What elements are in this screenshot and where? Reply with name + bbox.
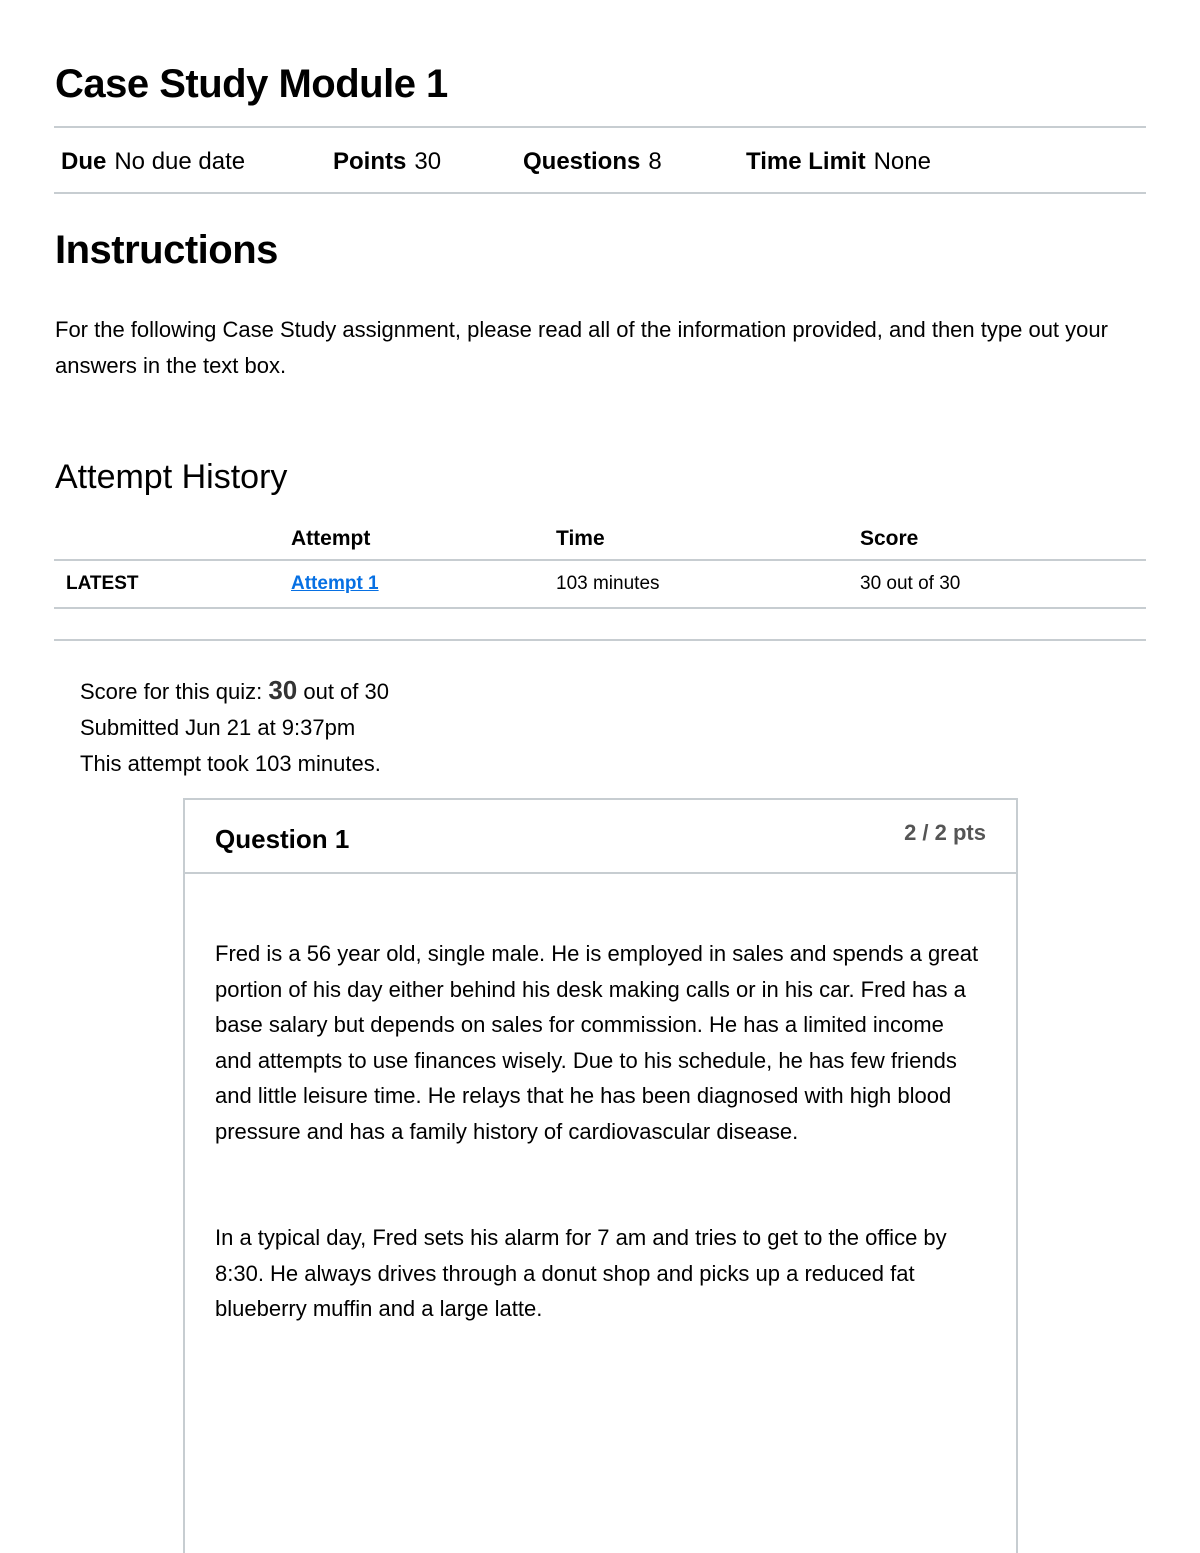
- section-divider: [54, 639, 1146, 641]
- time-limit-meta: [746, 148, 931, 176]
- points-value: 30: [414, 148, 442, 175]
- questions-label: Questions: [523, 148, 641, 175]
- quiz-score-line: [80, 672, 389, 710]
- question-card: [183, 798, 1018, 1553]
- instructions-heading: Instructions: [55, 228, 278, 272]
- question-header: [185, 800, 1016, 874]
- points-meta: [333, 148, 441, 176]
- header-blank: [54, 518, 291, 560]
- attempt-history-heading: Attempt History: [55, 458, 288, 496]
- table-row: [54, 560, 1146, 608]
- instructions-text: For the following Case Study assignment, please read all of the information provided, and then type out your answers in the text box.: [55, 317, 1108, 378]
- attempt-1-link[interactable]: Attempt 1: [291, 573, 379, 594]
- score-value: 30: [268, 675, 298, 705]
- header-attempt: Attempt: [291, 518, 556, 560]
- questions-value: 8: [648, 148, 662, 175]
- attempt-score: 30 out of 30: [860, 560, 1146, 608]
- question-paragraph: In a typical day, Fred sets his alarm for 7 am and tries to get to the office by 8:30. He always drives through a donut shop and picks up a reduced fat blueberry muffin and a large latte.: [215, 1225, 947, 1321]
- attempt-duration: This attempt took 103 minutes.: [80, 751, 381, 776]
- table-header-row: [54, 518, 1146, 560]
- question-paragraph: Fred is a 56 year old, single male. He is employed in sales and spends a great portion of his day either behind his desk making calls or in his car. Fred has a base salary but depends on sales for commission. He has a limited income and attempts to use finances wisely. Due to his schedule, he has few friends and little leisure time. He relays that he has been diagnosed with high blood pressure and has a family history of cardiovascular disease.: [215, 941, 979, 1144]
- questions-meta: [523, 148, 662, 176]
- due-meta: [61, 148, 245, 176]
- quiz-meta-bar: [54, 126, 1146, 194]
- header-time: Time: [556, 518, 860, 560]
- due-value: No due date: [114, 148, 246, 175]
- question-title: Question 1: [215, 824, 350, 854]
- time-limit-value: None: [873, 148, 931, 175]
- submitted-time: Submitted Jun 21 at 9:37pm: [80, 715, 356, 740]
- attempt-history-table: [54, 518, 1146, 609]
- score-suffix: out of 30: [303, 679, 389, 704]
- latest-label: LATEST: [54, 560, 291, 608]
- page-title: Case Study Module 1: [55, 62, 448, 106]
- score-prefix: Score for this quiz:: [80, 679, 263, 704]
- header-score: Score: [860, 518, 1146, 560]
- attempt-cell: [291, 560, 556, 608]
- score-summary: [80, 672, 389, 782]
- time-limit-label: Time Limit: [746, 148, 866, 175]
- question-body: [185, 874, 1016, 1327]
- attempt-time: 103 minutes: [556, 560, 860, 608]
- points-label: Points: [333, 148, 407, 175]
- due-label: Due: [61, 148, 107, 175]
- question-points: 2 / 2 pts: [904, 820, 986, 845]
